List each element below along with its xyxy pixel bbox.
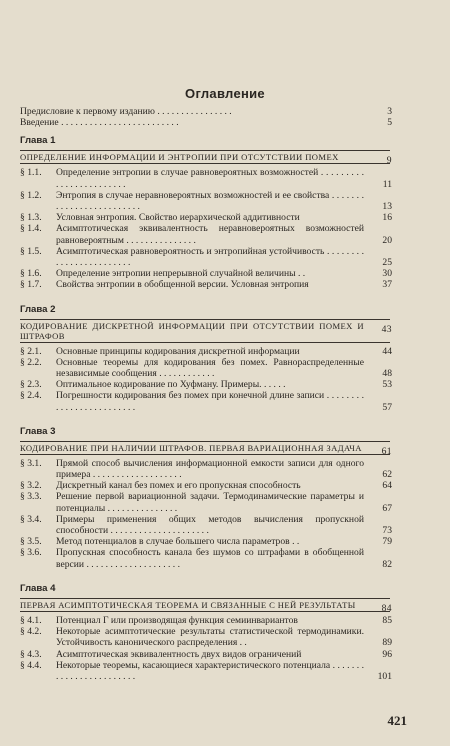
section-title: Метод потенциалов в случае большего числа параметров . . (56, 536, 300, 548)
section-number: § 2.3. (20, 379, 42, 391)
toc-entry (20, 268, 390, 279)
section-title: Свойства энтропии в обобщенной версии. Условная энтропия (56, 279, 309, 291)
chapter-rule-bottom (20, 611, 390, 612)
section-title: Некоторые асимптотические результаты статистической термодинамики. Устойчивость канонического распределения . . (56, 626, 364, 649)
toc-entry (20, 167, 390, 189)
section-number: § 2.4. (20, 390, 42, 402)
toc-entry (20, 117, 390, 128)
section-number: § 1.4. (20, 223, 42, 235)
chapter-label: Глава 3 (20, 425, 56, 437)
section-page: 85 (382, 614, 392, 626)
section-page: 37 (382, 279, 392, 291)
chapter-block (20, 304, 390, 413)
page-number: 421 (387, 713, 407, 728)
toc-entry (20, 660, 390, 682)
section-number: § 4.3. (20, 648, 42, 660)
chapter-block (20, 583, 390, 682)
section-number: § 4.2. (20, 626, 42, 638)
section-page: 89 (382, 637, 392, 649)
chapter-title-text: ПЕРВАЯ АСИМПТОТИЧЕСКАЯ ТЕОРЕМА И СВЯЗАННЫЕ С НЕЙ РЕЗУЛЬТАТЫ (20, 599, 356, 610)
section-title: Потенциал Г или производящая функция семиинвариантов (56, 614, 298, 626)
section-title: Асимптотическая равновероятность и энтропийная устойчивость . . . . . . . . . . . . . . . . . . . . . . . . (56, 245, 364, 269)
toc-entry (20, 536, 390, 547)
entry-page: 5 (387, 117, 392, 129)
section-number: § 1.3. (20, 212, 42, 224)
section-page: 44 (382, 345, 392, 357)
chapter-rule-bottom (20, 454, 390, 455)
chapter-block (20, 135, 390, 290)
section-title: Определение энтропии в случае равновероятных возможностей . . . . . . . . . . . . . . . . . . . . . . . . (56, 167, 364, 190)
section-page: 16 (382, 212, 392, 224)
chapter-gap (20, 413, 390, 419)
section-title: Энтропия в случае неравновероятных возможностей и ее свойства . . . . . . . . . . . . . . . . . . . . . . . . . (56, 189, 364, 213)
chapter-label: Глава 4 (20, 582, 56, 594)
toc-entry (20, 390, 390, 412)
toc-entry (20, 491, 390, 513)
chapter-title-text: КОДИРОВАНИЕ ПРИ НАЛИЧИИ ШТРАФОВ. ПЕРВАЯ ВАРИАЦИОННАЯ ЗАДАЧА (20, 442, 362, 453)
toc-entry (20, 626, 390, 648)
entry-page: 3 (387, 106, 392, 117)
toc-entry (20, 106, 390, 117)
section-page: 67 (382, 502, 392, 514)
section-title: Погрешности кодирования без помех при конечной длине записи . . . . . . . . . . . . . . . . . . . . . . . . . (56, 390, 364, 413)
section-number: § 1.2. (20, 189, 42, 201)
section-number: § 3.6. (20, 547, 42, 559)
chapter-rule-bottom (20, 342, 390, 343)
chapter-rule-top (20, 441, 390, 442)
chapter-title (20, 599, 392, 614)
section-number: § 1.7. (20, 279, 42, 291)
toc-entry (20, 458, 390, 480)
section-number: § 2.1. (20, 345, 42, 357)
chapter-title-text: ОПРЕДЕЛЕНИЕ ИНФОРМАЦИИ И ЭНТРОПИИ ПРИ ОТСУТСТВИИ ПОМЕХ (20, 152, 339, 163)
section-number: § 3.2. (20, 480, 42, 492)
section-title: Асимптотическая эквивалентность двух видов ограничений (56, 648, 302, 660)
section-page: 53 (382, 379, 392, 391)
toc-entry (20, 514, 390, 536)
chapter-title-page: 43 (381, 323, 392, 335)
chapter-list (20, 135, 390, 682)
chapter-rule-bottom (20, 163, 390, 164)
toc-entry (20, 379, 390, 390)
chapter-title-page: 61 (381, 445, 392, 457)
section-title: Оптимальное кодирование по Хуфману. Примеры. . . . . . (56, 379, 286, 391)
section-page: 25 (382, 257, 392, 269)
section-page: 57 (382, 401, 392, 413)
chapter-gap (20, 570, 390, 576)
toc-entry (20, 246, 390, 268)
toc-entry (20, 649, 390, 660)
section-page: 20 (382, 234, 392, 246)
section-number: § 3.5. (20, 536, 42, 548)
section-title: Решение первой вариационной задачи. Термодинамические параметры и потенциалы . . . . . . . . . . . . . . . (56, 491, 364, 514)
section-page: 13 (382, 201, 392, 213)
section-title: Некоторые теоремы, касающиеся характеристического потенциала . . . . . . . . . . . . . . . . . . . . . . . . (56, 659, 364, 682)
section-page: 64 (382, 480, 392, 492)
section-title: Дискретный канал без помех и его пропускная способность (56, 480, 301, 492)
section-title: Асимптотическая эквивалентность неравновероятных возможностей равновероятным . . . . . . . . . . . . . . . (56, 223, 364, 246)
section-number: § 1.6. (20, 268, 42, 280)
section-title: Определение энтропии непрерывной случайной величины . . (56, 268, 306, 280)
section-page: 62 (382, 469, 392, 481)
section-page: 30 (382, 268, 392, 280)
entry-title: Введение . . . . . . . . . . . . . . . . . . . . . . . . . (20, 117, 179, 129)
section-number: § 4.1. (20, 614, 42, 626)
section-number: § 1.1. (20, 167, 42, 179)
section-title: Примеры применения общих методов вычисления пропускной способности . . . . . . . . . . . . . . . . . . . . . (56, 513, 364, 537)
toc-entry (20, 223, 390, 245)
toc-entry (20, 279, 390, 290)
section-number: § 3.4. (20, 513, 42, 525)
section-title: Основные теоремы для кодирования без помех. Равнораспределенные независимые сообщения . . . . . . . . . . . . (56, 356, 364, 380)
section-page: 48 (382, 368, 392, 380)
table-of-contents (20, 106, 390, 682)
page-title: Оглавление (185, 86, 265, 101)
toc-entry (20, 357, 390, 379)
section-number: § 3.1. (20, 457, 42, 469)
section-page: 79 (382, 536, 392, 548)
section-page: 101 (377, 670, 392, 682)
chapter-title-text: КОДИРОВАНИЕ ДИСКРЕТНОЙ ИНФОРМАЦИИ ПРИ ОТСУТСТВИИ ПОМЕХ И ШТРАФОВ (20, 320, 364, 341)
section-page: 96 (382, 648, 392, 660)
section-title: Пропускная способность канала без шумов со штрафами в обобщенной версии . . . . . . . . . . . . . . . . . . . . (56, 547, 364, 570)
section-number: § 3.3. (20, 491, 42, 503)
section-title: Прямой способ вычисления информационной емкости записи для одного примера . . . . . . . . . . . . . . . . . . . (56, 457, 364, 481)
chapter-title-page: 9 (386, 155, 392, 167)
intro-entries (20, 106, 390, 128)
chapter-rule-top (20, 319, 390, 320)
toc-entry (20, 212, 390, 223)
chapter-gap (20, 291, 390, 297)
chapter-title (20, 152, 392, 167)
toc-entry (20, 547, 390, 569)
section-page: 11 (382, 178, 392, 190)
toc-entry (20, 346, 390, 357)
chapter-title (20, 442, 392, 457)
section-page: 82 (382, 558, 392, 570)
toc-entry (20, 480, 390, 491)
chapter-label: Глава 1 (20, 135, 56, 147)
section-title: Основные принципы кодирования дискретной информации (56, 345, 300, 357)
chapter-rule-top (20, 150, 390, 151)
chapter-title-page: 84 (381, 602, 392, 614)
toc-entry (20, 190, 390, 212)
chapter-title (20, 321, 390, 341)
section-number: § 2.2. (20, 356, 42, 368)
section-page: 73 (382, 525, 392, 537)
chapter-rule-top (20, 598, 390, 599)
toc-entry (20, 615, 390, 626)
section-title: Условная энтропия. Свойство иерархической аддитивности (56, 212, 300, 224)
section-number: § 1.5. (20, 245, 42, 257)
section-number: § 4.4. (20, 659, 42, 671)
chapter-label: Глава 2 (20, 303, 56, 315)
entry-title: Предисловие к первому изданию . . . . . . . . . . . . . . . . (20, 106, 232, 117)
chapter-block (20, 426, 390, 570)
